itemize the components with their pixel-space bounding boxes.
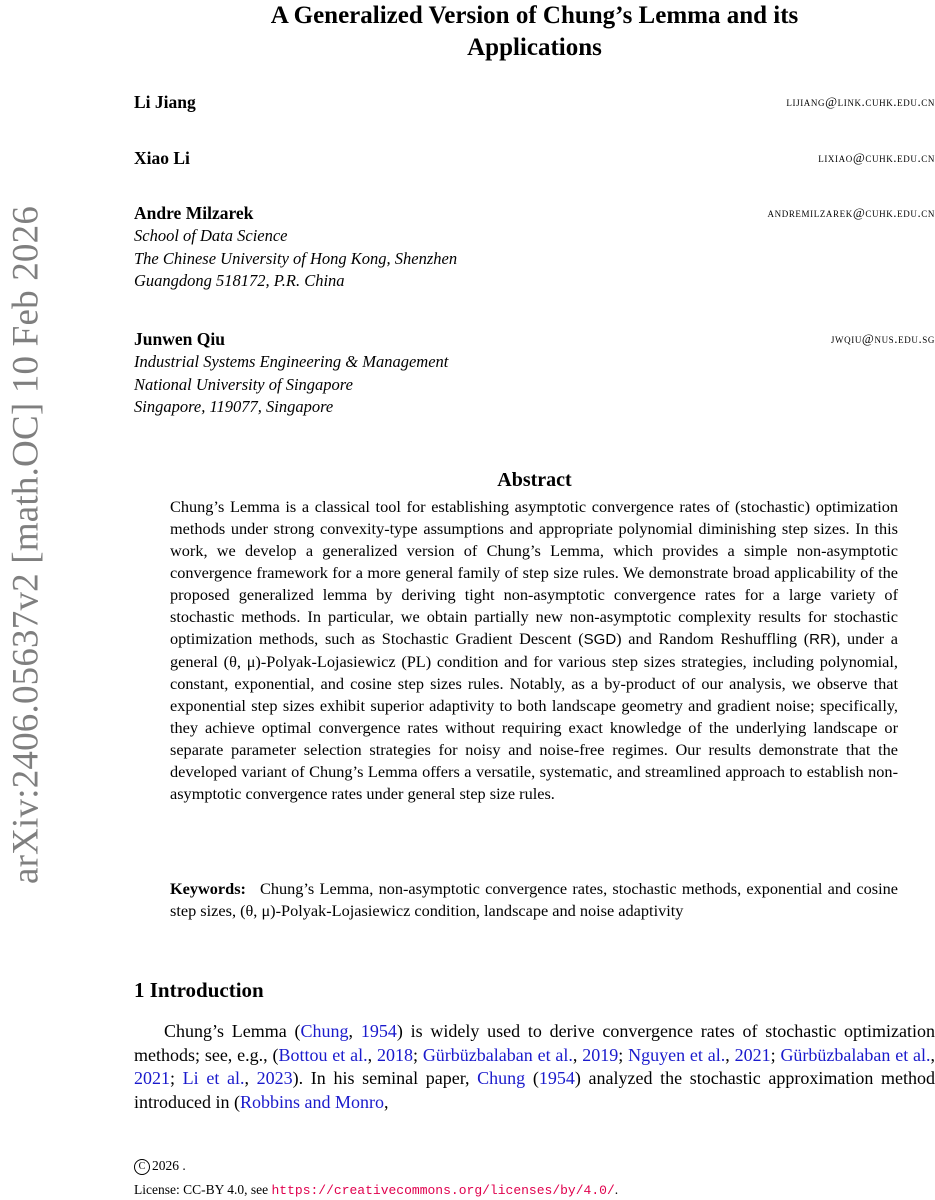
- citation-link[interactable]: Li et al.: [182, 1068, 245, 1088]
- intro-text: ,: [383, 1091, 389, 1112]
- citation-link[interactable]: 1954: [538, 1068, 575, 1088]
- author-1: [134, 92, 935, 114]
- intro-text: ) is widely used to derive convergence rates of stochastic optimization methods; see, e.g., (: [134, 1021, 935, 1065]
- intro-text: ;: [170, 1068, 183, 1088]
- copyright-icon: C: [134, 1159, 150, 1175]
- author-email[interactable]: lixiao@cuhk.edu.cn: [818, 150, 935, 165]
- arxiv-identifier[interactable]: arXiv:2406.05637v2 [math.OC] 10 Feb 2026: [5, 205, 47, 885]
- affiliation-line: The Chinese University of Hong Kong, Shenzhen: [134, 248, 458, 268]
- sgd-acronym: SGD: [583, 631, 617, 648]
- copyright-line: [134, 1158, 186, 1175]
- abstract-text-part: ) and Random Reshuffling (: [616, 629, 810, 648]
- license-link[interactable]: https://creativecommons.org/licenses/by/4.0/: [271, 1183, 615, 1198]
- citation-link[interactable]: Chung: [300, 1021, 349, 1041]
- intro-text: ;: [412, 1044, 423, 1065]
- abstract-text-part: Chung’s Lemma is a classical tool for establishing asymptotic convergence rates of (stochastic) optimization methods under strong convexity-type assumptions and appropriate polynomial diminishing step sizes. In this work, we develop a generalized version of Chung’s Lemma, which provides a simple non-asymptotic convergence framework for a more general family of step size rules. We demonstrate broad applicability of the proposed generalized lemma by deriving tight non-asymptotic convergence rates for a large variety of stochastic methods. In particular, we obtain partially new non-asymptotic complexity results for stochastic optimization methods, such as Stochastic Gradient Descent (: [170, 497, 898, 648]
- intro-text: ,: [930, 1044, 935, 1065]
- abstract-heading: Abstract: [497, 469, 572, 491]
- affiliation-line: Singapore, 119077, Singapore: [134, 397, 334, 416]
- intro-text: ,: [572, 1044, 583, 1065]
- introduction-paragraph: [134, 1020, 935, 1114]
- author-affiliation: [134, 351, 935, 419]
- author-name: Xiao Li: [134, 148, 190, 168]
- section-heading-introduction: 1 Introduction: [134, 978, 264, 1002]
- intro-text: ;: [770, 1044, 781, 1065]
- citation-link[interactable]: 2023: [256, 1068, 293, 1088]
- intro-text: Chung’s Lemma (: [164, 1021, 301, 1041]
- intro-text: ,: [725, 1044, 735, 1065]
- abstract-text: [170, 496, 898, 805]
- author-name: Andre Milzarek: [134, 203, 254, 223]
- citation-link[interactable]: 2019: [582, 1044, 619, 1065]
- paper-title: [134, 0, 935, 64]
- citation-link[interactable]: 2021: [134, 1068, 170, 1088]
- author-2: [134, 148, 935, 170]
- arxiv-stamp-area: [0, 195, 52, 895]
- intro-text: ,: [348, 1021, 361, 1041]
- author-3: [134, 203, 935, 293]
- citation-link[interactable]: 1954: [360, 1021, 397, 1041]
- rr-acronym: RR: [809, 631, 831, 648]
- title-line-1: A Generalized Version of Chung’s Lemma and its: [270, 2, 799, 29]
- author-affiliation: [134, 225, 935, 293]
- keywords: [170, 878, 898, 922]
- intro-text: ;: [618, 1044, 629, 1065]
- abstract-text-part: ), under a general (θ, μ)-Polyak-Lojasiewicz (PL) condition and for various step sizes strategies, including polynomial, constant, exponential, and cosine step sizes rules. Notably, as a by-product of our analysis, we observe that exponential step sizes exhibit superior adaptivity to both landscape geometry and gradient noise; specifically, they achieve optimal convergence rates without requiring exact knowledge of the underlying landscape or separate parameter selection strategies for noisy and noise-free regimes. Our results demonstrate that the developed variant of Chung’s Lemma offers a versatile, systematic, and streamlined approach to establish non-asymptotic convergence rates under general step size rules.: [170, 629, 899, 803]
- intro-text: (: [525, 1068, 539, 1088]
- keywords-label: Keywords:: [170, 879, 246, 898]
- keywords-text: Chung’s Lemma, non-asymptotic convergence rates, stochastic methods, exponential and cosine step sizes, (θ, μ)-Polyak-Lojasiewicz condition, landscape and noise adaptivity: [170, 879, 898, 920]
- author-4: [134, 329, 935, 419]
- citation-link[interactable]: Robbins and Monro: [239, 1091, 384, 1112]
- copyright-text: 2026 .: [152, 1158, 186, 1173]
- citation-link[interactable]: Bottou et al.: [278, 1044, 368, 1065]
- citation-link[interactable]: Nguyen et al.: [628, 1044, 726, 1065]
- intro-text: ). In his seminal paper,: [292, 1068, 478, 1088]
- license-suffix: .: [614, 1182, 619, 1197]
- intro-text: ,: [367, 1044, 377, 1065]
- intro-text: ) analyzed the stochastic approximation method introduced in (: [134, 1068, 935, 1112]
- affiliation-line: Guangdong 518172, P.R. China: [134, 271, 345, 290]
- citation-link[interactable]: Chung: [477, 1068, 526, 1088]
- license-line: [134, 1182, 618, 1198]
- author-email[interactable]: jwqiu@nus.edu.sg: [830, 331, 935, 346]
- author-name: Junwen Qiu: [134, 329, 225, 349]
- citation-link[interactable]: Gürbüzbalaban et al.: [422, 1044, 573, 1065]
- affiliation-line: Industrial Systems Engineering & Management: [134, 352, 449, 371]
- author-email[interactable]: andremilzarek@cuhk.edu.cn: [767, 205, 935, 220]
- intro-text: ,: [244, 1068, 257, 1088]
- citation-link[interactable]: 2021: [734, 1044, 771, 1065]
- affiliation-line: National University of Singapore: [134, 374, 353, 394]
- author-name: Li Jiang: [134, 92, 196, 112]
- citation-link[interactable]: 2018: [376, 1044, 413, 1065]
- author-email[interactable]: lijiang@link.cuhk.edu.cn: [786, 94, 935, 109]
- license-prefix: License: CC-BY 4.0, see: [134, 1182, 272, 1197]
- citation-link[interactable]: Gürbüzbalaban et al.: [780, 1044, 931, 1065]
- affiliation-line: School of Data Science: [134, 226, 288, 245]
- title-line-2: Applications: [467, 34, 602, 61]
